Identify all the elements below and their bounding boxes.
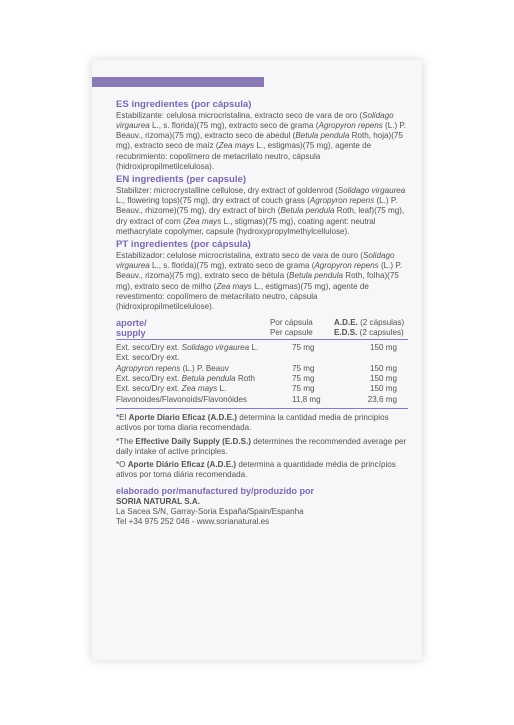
row-daily: 150 mg <box>370 343 397 353</box>
bold-term: Effective Daily Supply (E.D.S.) <box>135 436 251 446</box>
text-run: *O <box>116 460 128 470</box>
text-run: (L.) P. Beauv <box>180 363 229 373</box>
text-run: L., stigmas)(75 mg), coating agent: neutral methacrylate copolymer, capsule (hydroxypropylmethylcellulose). <box>116 216 376 236</box>
row-daily: 23,6 mg <box>367 394 397 404</box>
table-row <box>116 395 408 405</box>
section-body <box>116 251 408 313</box>
botanical-name: Zea mays <box>216 281 252 291</box>
text-run: Ext. seco/Dry ext. <box>116 343 182 353</box>
row-per-capsule: 75 mg <box>292 384 315 394</box>
botanical-name: Betula pendula <box>289 271 344 281</box>
text-run: determina a quantidade média de princípios ativos por toma diária recomendada. <box>116 460 396 480</box>
table-row <box>116 374 408 384</box>
botanical-name: Agropyron repens <box>314 261 379 271</box>
text-run: Ext. seco/Dry ext. <box>116 353 180 363</box>
supply-table-header <box>116 318 408 341</box>
botanical-name: Agropyron repens <box>116 363 181 373</box>
row-per-capsule: 75 mg <box>292 374 315 384</box>
botanical-name: Agropyron repens <box>318 120 383 130</box>
botanical-name: Solidago virgaurea <box>181 343 250 353</box>
row-label <box>116 395 290 405</box>
supply-header-label: aporte/ supply <box>116 317 147 338</box>
text-run: L., s. florida)(75 mg), extrato seco de grama ( <box>149 261 315 271</box>
row-label <box>116 384 290 394</box>
daily-supply-header: A.D.E. (2 cápsulas) E.D.S. (2 capsules) <box>334 317 405 337</box>
table-row <box>116 364 408 374</box>
row-daily <box>334 353 408 363</box>
bold-term: Aporte Diario Eficaz (A.D.E.) <box>128 412 237 422</box>
botanical-name: Zea mays <box>181 384 218 394</box>
row-per-capsule <box>290 353 334 363</box>
label-content <box>116 97 408 528</box>
text-run: L. <box>217 384 227 394</box>
text-run: *The <box>116 436 136 446</box>
row-daily: 150 mg <box>370 374 397 384</box>
row-per-capsule: 11,8 mg <box>292 394 321 404</box>
section-title: PT ingredientes (por cápsula) <box>116 239 251 251</box>
manufacturer-block <box>116 486 408 528</box>
section-body <box>116 186 408 237</box>
per-capsule-header: Por cápsula Per capsule <box>270 317 313 337</box>
text-run: Roth <box>235 374 256 384</box>
text-run: Flavonoides/Flavonoids/Flavonóides <box>116 394 247 404</box>
row-label <box>116 374 290 384</box>
text-run: determina la cantidad media de principios activos por toma diaria recomendada. <box>116 412 389 433</box>
text-run: (L.) P. Beauv., rizoma)(75 mg), extrato seco de bétula ( <box>116 261 402 281</box>
footnote <box>116 437 408 458</box>
text-run: Ext. seco/Dry ext. <box>116 384 182 394</box>
footnote <box>116 460 408 481</box>
botanical-name: Betula pendula <box>295 131 350 141</box>
table-divider <box>116 408 408 409</box>
row-daily: 150 mg <box>370 363 397 373</box>
manufacturer-title: elaborado por/manufactured by/produzido por <box>116 485 315 496</box>
text-run: L. <box>249 343 259 353</box>
manufacturer-address: La Sacea S/N, Garray-Soria España/Spain/Espanha <box>116 507 304 516</box>
botanical-name: Betula pendula <box>280 206 335 216</box>
bold-term: Aporte Diário Eficaz (A.D.E.) <box>127 460 237 470</box>
botanical-name: Solidago virgaurea <box>116 110 394 130</box>
text-run: Estabilizante: celulosa microcristalina, extracto seco de vara de oro ( <box>116 110 363 120</box>
table-row <box>116 343 408 353</box>
botanical-name: Zea mays <box>185 216 222 226</box>
text-run: Roth, folha)(75 mg), extrato seco de milho ( <box>116 271 399 291</box>
row-label <box>116 343 290 353</box>
text-run: L., s. florida)(75 mg), extracto seco de grama ( <box>149 120 319 130</box>
text-run: Stabilizer: microcrystalline cellulose, dry extract of goldenrod ( <box>116 185 338 195</box>
text-run: (L.) P. Beauv., rizoma)(75 mg), extracto seco de abedul ( <box>116 120 407 141</box>
section-title: ES ingredientes (por cápsula) <box>116 99 252 110</box>
row-label <box>116 364 290 374</box>
table-row <box>116 384 408 394</box>
text-run: Estabilizador: celulose microcristalina, extrato seco de vara de ouro ( <box>116 250 363 260</box>
text-run: (L.) P. Beauv., rhizome)(75 mg), dry extract of birch ( <box>116 196 398 216</box>
section-body <box>116 111 408 173</box>
footnotes <box>116 413 408 481</box>
supply-table <box>116 318 408 409</box>
text-run: L., estigmas)(75 mg), agente de revestimento: copolímero de metacrilato neutro, cápsula (hidroxipropilmetilcelulose). <box>116 281 369 312</box>
text-run: *El <box>116 412 129 422</box>
manufacturer-company: SORIA NATURAL S.A. <box>116 496 200 506</box>
section-title: EN ingredients (per capsule) <box>116 174 247 186</box>
footnote <box>116 413 408 434</box>
manufacturer-contact: Tel +34 975 252 046 - www.sorianatural.es <box>116 517 270 527</box>
row-label <box>116 353 290 363</box>
botanical-name: Solidago virgaurea <box>337 185 406 195</box>
botanical-name: Zea mays <box>218 141 255 151</box>
text-run: L., estigmas)(75 mg), agente de recubrimiento: copolímero de metacrilato neutro, cápsula (hidroxipropilmetilcelulosa). <box>116 141 372 171</box>
text-run: Roth, hoja)(75 mg), extracto seco de maíz ( <box>116 131 403 151</box>
text-run: determines the recommended average per daily intake of active principles. <box>116 436 407 456</box>
accent-bar <box>92 77 264 87</box>
ingredient-sections <box>116 99 408 313</box>
text-run: Ext. seco/Dry ext. <box>116 374 182 384</box>
botanical-name: Agropyron repens <box>309 196 375 206</box>
table-row <box>116 353 408 363</box>
row-daily: 150 mg <box>370 384 397 394</box>
botanical-name: Solidago virgaurea <box>116 250 395 271</box>
text-run: L., flowering tops)(75 mg), dry extract of couch grass ( <box>116 196 310 206</box>
row-per-capsule: 75 mg <box>292 343 315 353</box>
botanical-name: Betula pendula <box>181 374 236 384</box>
row-per-capsule: 75 mg <box>292 363 315 373</box>
text-run: Roth, leaf)(75 mg), dry extract of corn ( <box>116 206 405 226</box>
supply-table-rows <box>116 343 408 405</box>
